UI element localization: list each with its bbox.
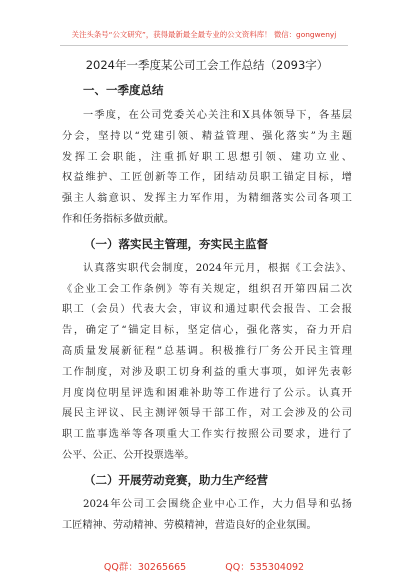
paragraph-line: 职工监事选举等各项重大工作实行按照公司要求，进行了 (62, 429, 352, 441)
header-divider (60, 45, 348, 46)
paragraph-line: 公平、公正、公开投票选举。 (62, 449, 195, 461)
democratic-management-paragraph (62, 259, 352, 467)
subsection-heading-1: （一）落实民主管理，夯实民主监督 (84, 236, 268, 251)
document-body (62, 58, 352, 542)
paragraph-line: 作和任务指标多做贡献。 (62, 213, 175, 225)
paragraph-line: 月度岗位明星评选和困难补助等工作进行了公示。认真开 (62, 387, 352, 399)
paragraph-line: 权益维护、工匠创新等工作，团结动员职工锚定目标，增 (62, 172, 352, 184)
paragraph-line: 展民主评议、民主测评领导干部工作，对工会涉及的公司 (62, 408, 352, 420)
section-heading-1: 一、一季度总结 (83, 83, 164, 97)
header-banner: 关注头条号“公文研究”，获得最新最全最专业的公文资料库！ 微信：gongwenyj (71, 30, 337, 39)
paragraph-line: 发挥工会职能，注重抓好职工思想引领、建功立业、 (62, 151, 352, 163)
paragraph-line: 工匠精神、劳动精神、劳模精神，营造良好的企业氛围。 (62, 519, 317, 531)
labor-competition-paragraph (62, 495, 352, 537)
paragraph-line: 告，确定了“锚定目标，坚定信心，强化落实，奋力开启 (62, 325, 352, 337)
paragraph-line: 强主人翁意识、发挥主力军作用，为精细落实公司各项工 (62, 193, 352, 205)
paragraph-line: 认真落实职代会制度，2024年元月，根据《工会法》、 (83, 262, 352, 274)
paragraph-line: 高质量发展新征程”总基调。积极推行厂务公开民主管理 (62, 345, 352, 357)
intro-paragraph (62, 106, 352, 231)
paragraph-line: 《企业工会工作条例》等有关规定，组织召开第四届二次 (62, 283, 352, 295)
qq-group-number: QQ群：30265665 (103, 562, 187, 573)
paragraph-line: 分会，坚持以“党建引领、精益管理、强化落实”为主题 (62, 130, 352, 142)
footer-contact (0, 559, 408, 573)
paragraph-line: 一季度，在公司党委关心关注和X具体领导下，各基层 (83, 110, 352, 121)
document-title: 2024年一季度某公司工会工作总结（2093字） (85, 58, 329, 72)
paragraph-line: 工作制度，对涉及职工切身利益的重大事项，如评先表彰 (62, 366, 352, 378)
paragraph-line: 2024年公司工会围绕企业中心工作，大力倡导和弘扬 (83, 498, 352, 510)
subsection-heading-2: （二）开展劳动竞赛，助力生产经营 (84, 472, 268, 487)
qq-number: QQ：535304092 (225, 562, 305, 573)
paragraph-line: 职工（会员）代表大会，审议和通过职代会报告、工会报 (62, 304, 352, 316)
